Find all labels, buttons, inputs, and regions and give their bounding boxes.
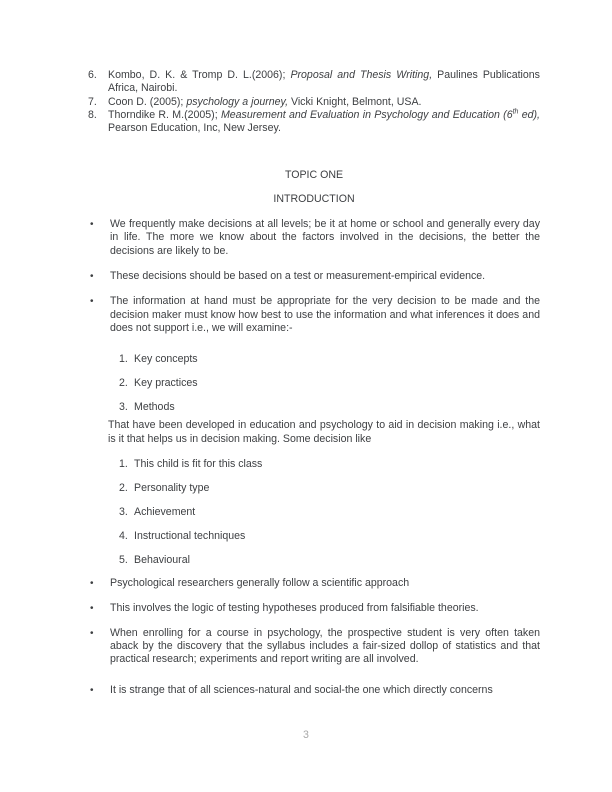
- numbered-item: [119, 458, 540, 471]
- reference-number: 8.: [88, 108, 97, 121]
- reference-text-part: Coon D. (2005);: [108, 95, 187, 108]
- reference-text-part: Thorndike R. M.(2005);: [108, 108, 221, 121]
- item-number: 1.: [119, 458, 128, 471]
- bullet-text: The information at hand must be appropriate for the very decision to be made and the decision maker must know how best to use the information and what inferences it does and does not support i.e., we will examine:-: [110, 295, 540, 334]
- bullet-item: [88, 577, 540, 590]
- page-content: [88, 69, 540, 697]
- connector-paragraph: That have been developed in education and psychology to aid in decision making i.e., what is it that helps us in decision making. Some decision like: [108, 419, 540, 445]
- reference-number: 6.: [88, 69, 97, 81]
- bullet-item: [88, 270, 540, 283]
- reference-text: [108, 69, 540, 96]
- item-text: This child is fit for this class: [134, 458, 263, 471]
- references-list: [88, 69, 540, 135]
- item-text: Achievement: [134, 505, 196, 518]
- bullet-item: [88, 602, 540, 615]
- decision-list: [88, 458, 540, 567]
- bullet-icon: •: [90, 296, 94, 308]
- reference-number: 7.: [88, 95, 97, 108]
- bullet-icon: •: [90, 219, 94, 231]
- numbered-item: [119, 482, 540, 495]
- numbered-item: [119, 401, 540, 414]
- reference-text-part: Pearson Education, Inc, New Jersey.: [108, 122, 281, 135]
- item-number: 1.: [119, 353, 128, 366]
- bullet-item: [88, 684, 540, 697]
- item-number: 4.: [119, 529, 128, 542]
- bullet-text: When enrolling for a course in psychology, the prospective student is very often taken aback by the discovery that the syllabus includes a fair-sized dollop of statistics and that practical research; experiments and report writing are all involved.: [110, 626, 540, 666]
- bullet-text: We frequently make decisions at all levels; be it at home or school and generally every day in life. The more we know about the factors involved in the decisions, the better the decisions are likely to be.: [110, 218, 540, 257]
- numbered-item: [119, 506, 540, 519]
- paragraph-row: [88, 419, 540, 446]
- reference-item: [88, 69, 540, 96]
- reference-text: [108, 109, 540, 136]
- introduction-heading: INTRODUCTION: [273, 192, 355, 205]
- examine-list: [88, 353, 540, 414]
- item-text: Key concepts: [134, 353, 198, 366]
- book-title: ed),: [518, 108, 540, 121]
- item-text: Methods: [134, 401, 175, 414]
- topic-heading: TOPIC ONE: [284, 169, 344, 182]
- item-number: 2.: [119, 377, 128, 390]
- item-number: 3.: [119, 401, 128, 414]
- bullet-icon: •: [90, 578, 94, 590]
- reference-text: [108, 96, 540, 109]
- item-text: Personality type: [134, 482, 210, 494]
- reference-item: [88, 96, 540, 109]
- ordinal-superscript: th: [512, 108, 519, 116]
- book-title: psychology a journey,: [186, 95, 289, 108]
- bullet-text: These decisions should be based on a test or measurement-empirical evidence.: [110, 269, 486, 282]
- item-number: 3.: [119, 505, 128, 518]
- book-title: Measurement and Evaluation in Psychology and Education (6: [220, 108, 513, 121]
- reference-item: [88, 109, 540, 136]
- bullet-item: [88, 218, 540, 258]
- item-text: Behavioural: [134, 553, 190, 566]
- bullet-icon: •: [90, 627, 94, 639]
- item-number: 5.: [119, 553, 128, 566]
- item-number: 2.: [119, 482, 128, 494]
- bullet-icon: •: [90, 684, 94, 696]
- reference-text-part: Kombo, D. K. & Tromp D. L.(2006);: [108, 69, 291, 81]
- item-text: Instructional techniques: [134, 529, 246, 542]
- reference-text-part: Vicki Knight, Belmont, USA.: [288, 95, 422, 108]
- bullet-icon: •: [90, 270, 94, 282]
- bullet-text: Psychological researchers generally follow a scientific approach: [110, 577, 410, 590]
- item-text: Key practices: [134, 377, 198, 390]
- reference-text-part: Paulines Publications Africa, Nairobi.: [108, 69, 540, 95]
- page-number: 3: [303, 729, 309, 741]
- numbered-item: [119, 377, 540, 390]
- numbered-item: [119, 554, 540, 567]
- bullet-item: [88, 627, 540, 667]
- bullet-item: [88, 295, 540, 335]
- bullet-text: It is strange that of all sciences-natural and social-the one which directly concerns: [110, 683, 493, 696]
- bullet-icon: •: [90, 602, 94, 614]
- book-title: Proposal and Thesis Writing,: [290, 69, 433, 81]
- numbered-item: [119, 353, 540, 366]
- numbered-item: [119, 530, 540, 543]
- bullet-text: This involves the logic of testing hypotheses produced from falsifiable theories.: [110, 601, 479, 614]
